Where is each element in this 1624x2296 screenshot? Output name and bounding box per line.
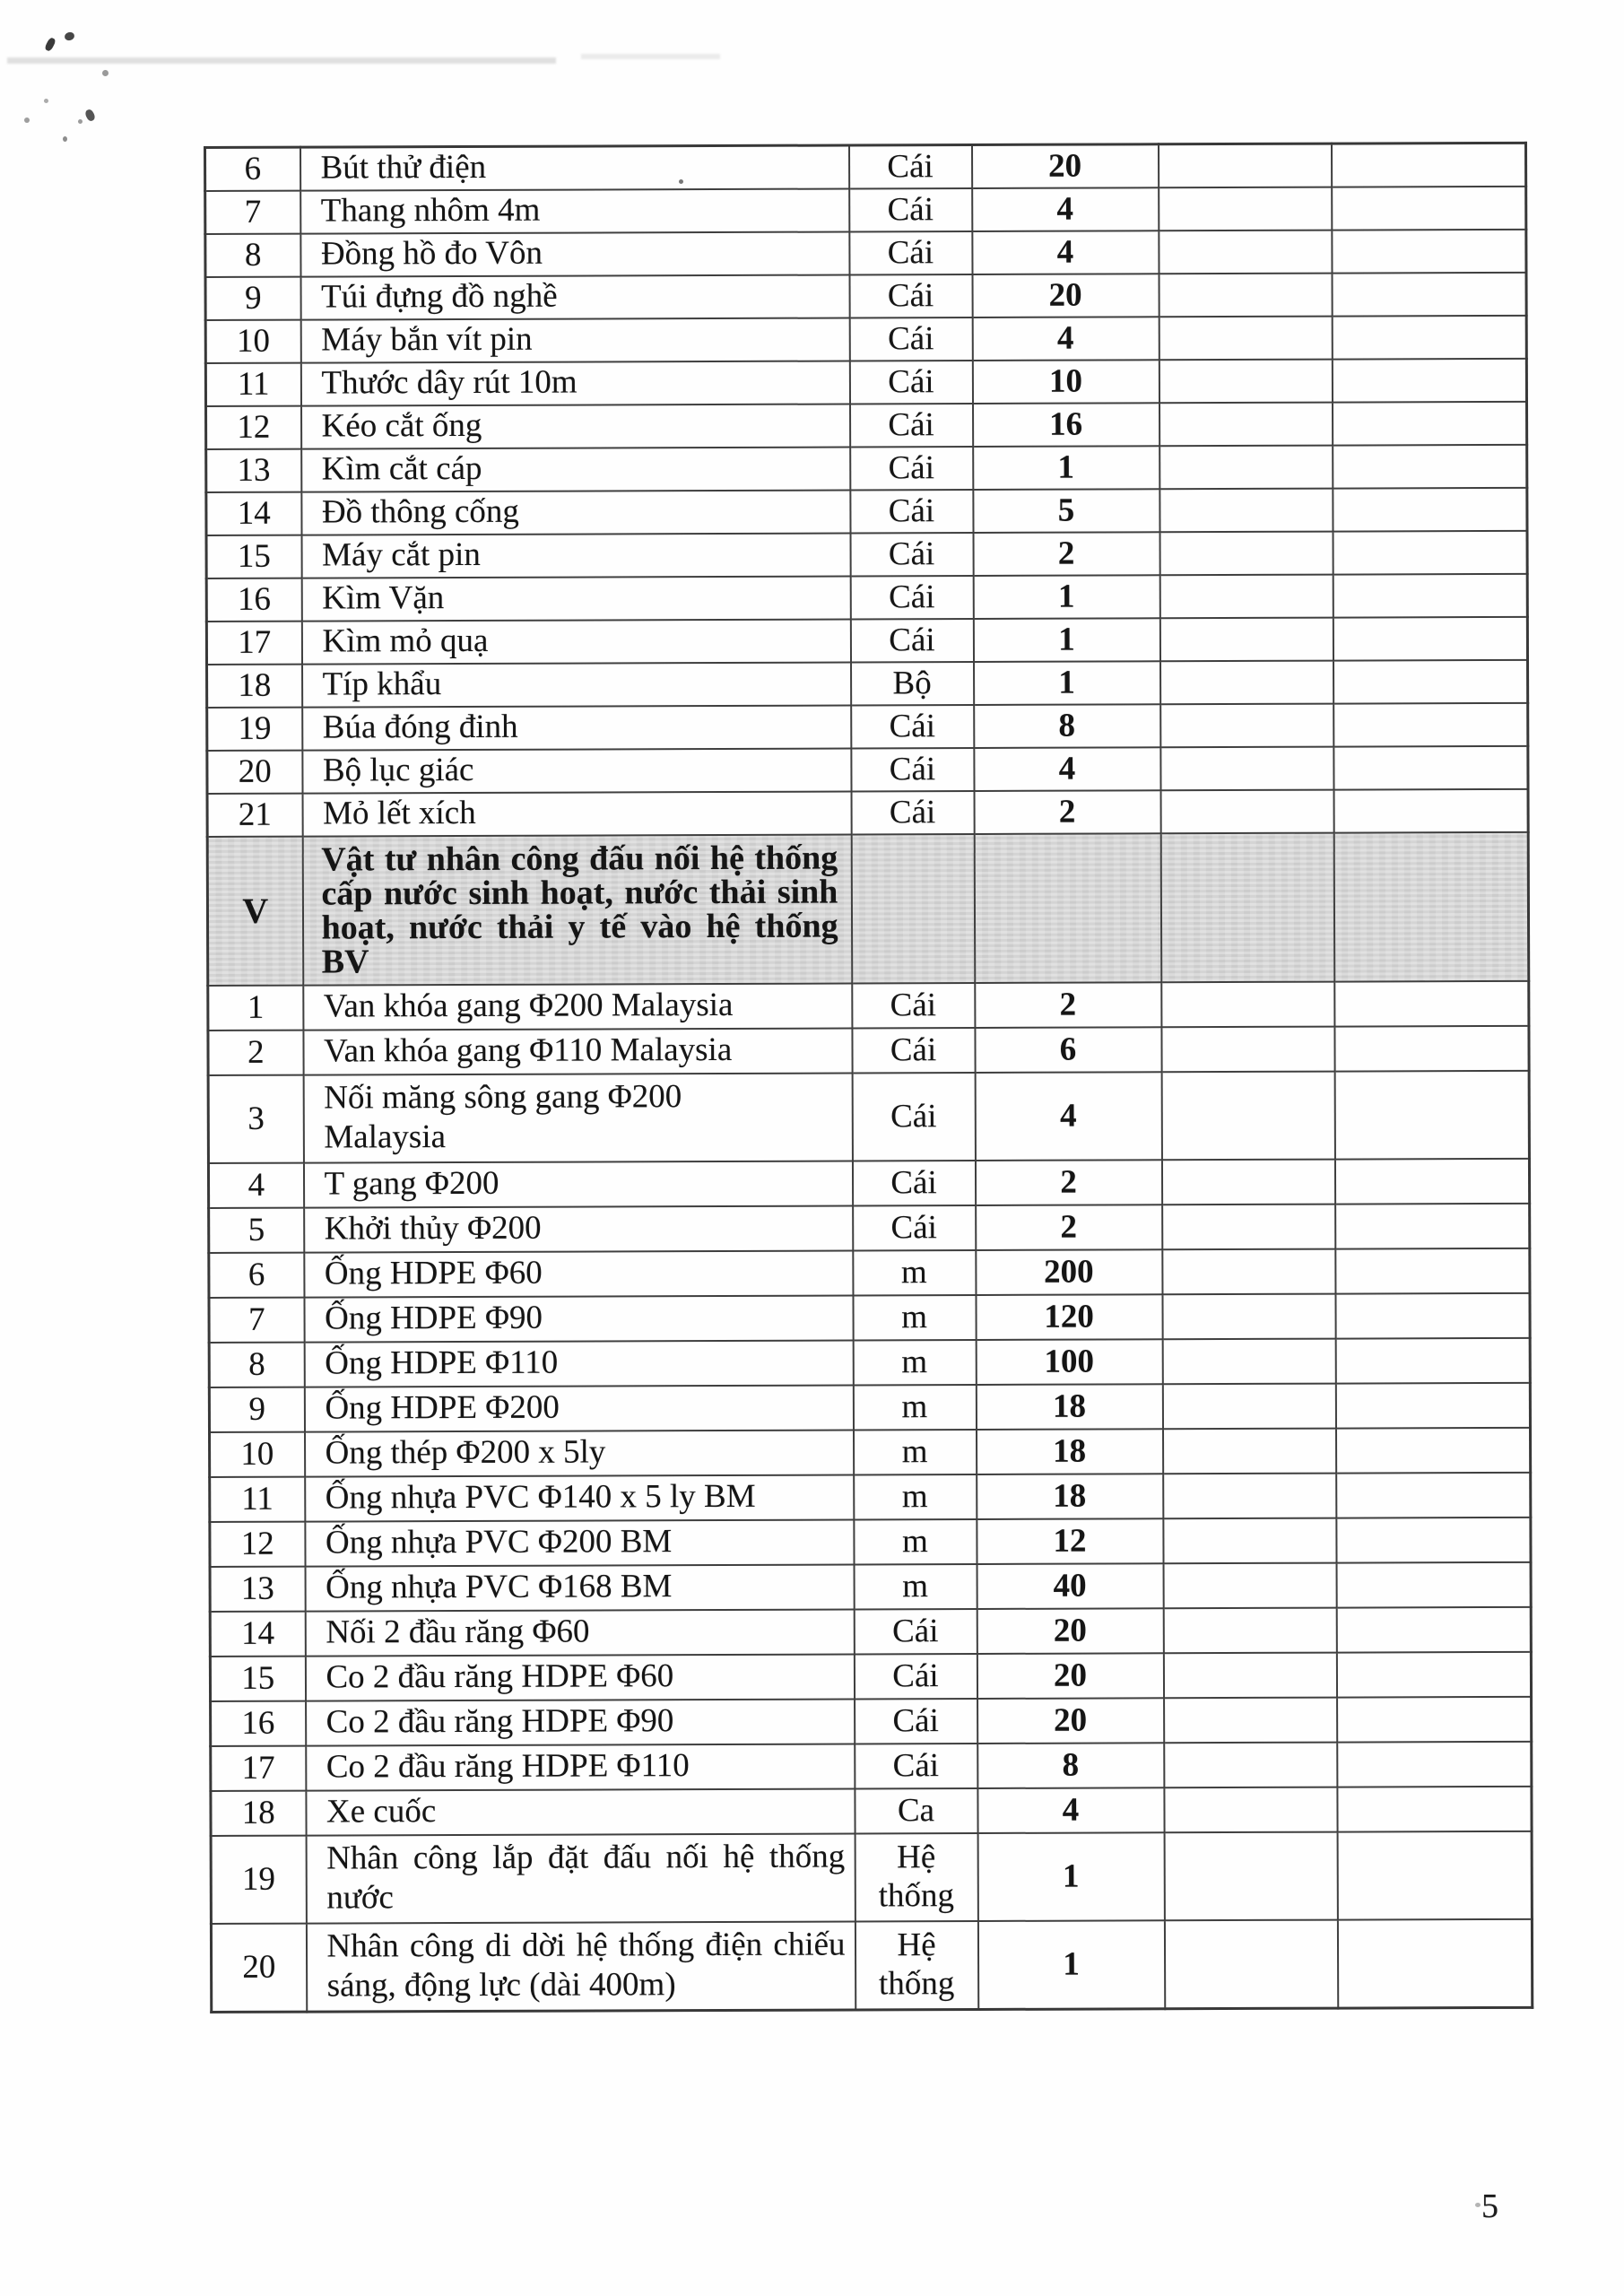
quantity-cell: 20	[977, 1698, 1164, 1744]
section-index-cell: V	[207, 837, 303, 986]
quantity-cell: 1	[973, 575, 1159, 619]
unit-cell: m	[853, 1295, 976, 1340]
item-name-cell: Ống nhựa PVC Φ168 BM	[305, 1564, 854, 1611]
table-row	[209, 1293, 1530, 1343]
empty-cell-2	[1333, 488, 1527, 532]
quantity-cell: 4	[974, 747, 1160, 791]
scan-speckle	[102, 70, 109, 76]
unit-cell: Cái	[849, 317, 972, 361]
unit-cell: m	[853, 1340, 976, 1385]
unit-cell: Cái	[851, 705, 974, 748]
table-row	[211, 1697, 1532, 1746]
quantity-cell: 18	[977, 1429, 1163, 1474]
item-name-cell: Nhân công lắp đặt đấu nối hệ thống nước	[306, 1833, 855, 1923]
quantity-cell: 20	[977, 1608, 1163, 1654]
quantity-cell: 4	[972, 317, 1159, 361]
table-row	[209, 1338, 1530, 1387]
unit-cell: Cái	[852, 1161, 975, 1205]
empty-cell-1	[1161, 1027, 1334, 1073]
table-row	[205, 187, 1526, 234]
row-index-cell: 15	[206, 535, 301, 578]
empty-cell-2	[1333, 531, 1527, 575]
quantity-cell: 2	[975, 982, 1161, 1028]
row-index-cell: 1	[208, 986, 303, 1031]
quantity-cell: 10	[972, 360, 1159, 404]
row-index-cell: 11	[210, 1477, 305, 1522]
table-row	[210, 1428, 1531, 1477]
row-index-cell: 10	[210, 1432, 305, 1477]
row-index-cell: 8	[209, 1343, 304, 1387]
item-name-cell: Thang nhôm 4m	[300, 188, 849, 233]
row-index-cell: 4	[208, 1163, 303, 1208]
item-name-cell: Túi đựng đồ nghề	[300, 274, 849, 319]
empty-cell-1	[1162, 1429, 1335, 1474]
scan-speckle	[84, 109, 97, 123]
table-row	[211, 1787, 1532, 1836]
empty-cell-1	[1159, 575, 1333, 619]
empty-cell-1	[1159, 446, 1333, 490]
empty-cell-2	[1336, 1652, 1531, 1698]
row-index-cell: 19	[207, 708, 302, 751]
row-index-cell: 12	[210, 1522, 305, 1567]
scan-speckle	[44, 37, 56, 52]
unit-cell: m	[853, 1250, 976, 1295]
section-header-row	[207, 832, 1529, 986]
row-index-cell: 13	[206, 449, 301, 492]
row-index-cell: 3	[208, 1075, 303, 1163]
item-name-cell: Nhân công di dời hệ thống điện chiếu sáng, động lực (dài 400m)	[306, 1921, 855, 2012]
table-row	[206, 531, 1527, 578]
table-row	[211, 1742, 1532, 1791]
table-row	[207, 789, 1528, 837]
unit-cell: Cái	[852, 1028, 975, 1073]
unit-cell: Cái	[850, 533, 973, 576]
empty-cell-2	[1335, 1338, 1530, 1384]
scan-streak	[581, 54, 720, 59]
empty-cell-1	[1159, 274, 1332, 317]
table-row	[211, 1919, 1532, 2013]
item-name-cell: Ống HDPE Φ90	[304, 1295, 853, 1342]
unit-cell: Cái	[853, 1205, 976, 1250]
unit-cell: Cái	[854, 1654, 977, 1699]
page-number: 5	[1481, 2187, 1498, 2225]
item-name-cell: Bút thử điện	[300, 145, 849, 191]
empty-cell-1	[1160, 661, 1333, 705]
item-name-cell: Kéo cắt ống	[301, 404, 850, 448]
empty-cell-2	[1332, 273, 1526, 317]
item-name-cell: Ống HDPE Φ110	[304, 1340, 853, 1387]
empty-cell-2	[1333, 746, 1528, 790]
empty-cell-1	[1164, 1787, 1337, 1833]
row-index-cell: 5	[209, 1208, 304, 1253]
table-row	[207, 746, 1528, 794]
item-name-cell: Co 2 đầu răng HDPE Φ90	[306, 1699, 855, 1745]
item-name-cell: Nối măng sông gang Φ200 Malaysia	[303, 1073, 852, 1162]
unit-cell: Cái	[850, 619, 973, 662]
quantity-cell: 20	[977, 1653, 1163, 1699]
scan-speckle	[63, 136, 67, 142]
empty-cell-1	[1159, 317, 1332, 361]
quantity-cell: 16	[973, 403, 1159, 447]
empty-cell-2	[1337, 1697, 1532, 1743]
scan-speckle	[24, 117, 30, 123]
table-row	[208, 981, 1529, 1031]
empty-cell-2	[1333, 445, 1527, 489]
row-index-cell: 13	[210, 1567, 305, 1612]
row-index-cell: 8	[205, 234, 300, 277]
unit-cell: Cái	[852, 983, 975, 1028]
unit-cell: Ca	[855, 1788, 977, 1833]
item-name-cell: Kìm Vặn	[301, 576, 850, 621]
row-index-cell: 12	[206, 406, 301, 449]
empty-cell-1	[1161, 1160, 1334, 1205]
row-index-cell: 9	[205, 277, 300, 320]
empty-cell-1	[1159, 403, 1333, 447]
table-row	[205, 143, 1526, 191]
empty-cell-2	[1337, 1787, 1532, 1832]
unit-cell: Cái	[855, 1744, 977, 1788]
quantity-cell: 1	[974, 661, 1160, 705]
row-index-cell: 15	[210, 1657, 305, 1701]
scan-speckle	[78, 119, 83, 124]
unit-cell: Cái	[849, 145, 972, 189]
quantity-cell: 2	[976, 1205, 1162, 1250]
empty-cell-1	[1164, 1698, 1337, 1744]
table-row	[210, 1562, 1531, 1612]
scan-speckle	[1475, 2203, 1481, 2207]
quantity-cell: 12	[977, 1518, 1163, 1564]
item-name-cell: Máy bắn vít pin	[300, 317, 849, 362]
empty-cell-2	[1336, 1607, 1531, 1653]
empty-cell-2	[1337, 1831, 1532, 1920]
item-name-cell: Kìm mỏ quạ	[301, 619, 850, 664]
empty-cell-2	[1337, 1742, 1532, 1787]
scan-streak	[7, 57, 556, 64]
empty-cell-1	[1160, 704, 1333, 748]
table-row	[205, 359, 1526, 406]
quantity-cell: 18	[976, 1384, 1162, 1430]
item-name-cell: Ống nhựa PVC Φ140 x 5 ly BM	[305, 1474, 854, 1521]
table-row	[207, 703, 1528, 751]
empty-cell-2	[1332, 316, 1526, 360]
empty-cell-1	[1162, 1249, 1335, 1295]
item-name-cell: T gang Φ200	[303, 1161, 852, 1207]
row-index-cell: 14	[210, 1612, 305, 1657]
empty-cell-1	[1160, 833, 1334, 983]
empty-cell-1	[1164, 1920, 1337, 2009]
row-index-cell: 7	[209, 1298, 304, 1343]
item-name-cell: Xe cuốc	[306, 1788, 855, 1835]
quantity-cell: 1	[977, 1920, 1164, 2009]
item-name-cell: Típ khẩu	[302, 662, 851, 707]
unit-cell: m	[854, 1430, 977, 1474]
row-index-cell: 11	[205, 363, 300, 406]
empty-cell-1	[1160, 790, 1333, 834]
quantity-cell: 8	[974, 704, 1160, 748]
table-row	[205, 273, 1526, 320]
empty-cell-2	[1335, 1428, 1530, 1474]
row-index-cell: 16	[211, 1701, 306, 1746]
unit-cell: Cái	[855, 1699, 977, 1744]
empty-cell-1	[1159, 618, 1333, 662]
quantity-cell: 6	[975, 1027, 1161, 1073]
quantity-cell: 100	[976, 1339, 1162, 1385]
row-index-cell: 20	[207, 751, 302, 794]
quantity-cell	[974, 833, 1161, 983]
empty-cell-2	[1334, 981, 1529, 1027]
empty-cell-1	[1159, 360, 1332, 404]
item-name-cell: Ống nhựa PVC Φ200 BM	[305, 1519, 854, 1566]
unit-cell: Cái	[851, 748, 974, 791]
unit-cell: Cái	[850, 490, 973, 533]
empty-cell-1	[1162, 1294, 1335, 1340]
quantity-cell: 2	[974, 790, 1160, 834]
table-row	[207, 660, 1528, 708]
item-name-cell: Khởi thủy Φ200	[304, 1205, 853, 1252]
unit-cell: Cái	[854, 1609, 977, 1654]
empty-cell-1	[1162, 1205, 1335, 1250]
empty-cell-1	[1163, 1563, 1336, 1609]
row-index-cell: 17	[211, 1746, 306, 1791]
quantity-cell: 4	[977, 1787, 1164, 1833]
item-name-cell: Co 2 đầu răng HDPE Φ60	[305, 1654, 854, 1700]
item-name-cell: Co 2 đầu răng HDPE Φ110	[306, 1744, 855, 1790]
row-index-cell: 21	[207, 794, 302, 837]
empty-cell-2	[1333, 402, 1527, 446]
unit-cell: Cái	[850, 404, 973, 447]
quantity-cell: 120	[976, 1294, 1162, 1340]
row-index-cell: 14	[206, 492, 301, 535]
unit-cell: Cái	[852, 1073, 975, 1161]
table-row	[208, 1026, 1529, 1075]
empty-cell-2	[1334, 1159, 1529, 1205]
table-row	[205, 316, 1526, 363]
empty-cell-2	[1333, 574, 1527, 618]
item-name-cell: Van khóa gang Φ110 Malaysia	[303, 1028, 852, 1074]
quantity-cell: 20	[972, 274, 1159, 317]
materials-table	[204, 142, 1533, 2013]
item-name-cell: Bộ lục giác	[302, 748, 851, 793]
unit-cell	[851, 834, 975, 983]
empty-cell-1	[1163, 1653, 1336, 1699]
item-name-cell: Ống thép Φ200 x 5ly	[305, 1430, 854, 1476]
quantity-cell: 8	[977, 1743, 1164, 1788]
quantity-cell: 18	[977, 1474, 1163, 1519]
empty-cell-2	[1332, 359, 1526, 403]
empty-cell-2	[1335, 1248, 1530, 1294]
row-index-cell: 18	[211, 1791, 306, 1836]
empty-cell-1	[1159, 489, 1333, 533]
materials-table-body	[205, 143, 1533, 2012]
empty-cell-1	[1159, 230, 1332, 274]
row-index-cell: 20	[211, 1924, 306, 2013]
quantity-cell: 1	[973, 446, 1159, 490]
row-index-cell: 18	[207, 665, 302, 708]
row-index-cell: 17	[206, 622, 301, 665]
empty-cell-2	[1336, 1562, 1531, 1608]
row-index-cell: 6	[209, 1253, 304, 1298]
empty-cell-2	[1335, 1293, 1530, 1339]
unit-cell: Bộ	[851, 662, 974, 705]
empty-cell-1	[1161, 1072, 1334, 1161]
empty-cell-1	[1162, 1339, 1335, 1385]
empty-cell-2	[1336, 1473, 1531, 1518]
table-row	[209, 1383, 1530, 1432]
quantity-cell: 2	[975, 1160, 1161, 1205]
section-title-cell: Vật tư nhân công đấu nối hệ thống cấp nước sinh hoạt, nước thải sinh hoạt, nước thải y tế vào hệ thống BV	[302, 834, 852, 985]
table-row	[210, 1518, 1531, 1567]
unit-cell: Hệ thống	[855, 1921, 977, 2010]
empty-cell-1	[1164, 1832, 1337, 1921]
item-name-cell: Van khóa gang Φ200 Malaysia	[303, 983, 852, 1030]
row-index-cell: 6	[205, 147, 300, 191]
table-row	[211, 1831, 1532, 1924]
empty-cell-2	[1333, 660, 1528, 704]
quantity-cell: 20	[972, 144, 1159, 188]
empty-cell-1	[1159, 532, 1333, 576]
table-row	[206, 488, 1527, 535]
unit-cell: Cái	[849, 188, 972, 231]
unit-cell: Hệ thống	[855, 1833, 977, 1921]
table-row	[206, 402, 1527, 449]
empty-cell-1	[1163, 1608, 1336, 1654]
unit-cell: Cái	[850, 576, 973, 619]
row-index-cell: 16	[206, 578, 301, 622]
row-index-cell: 19	[211, 1836, 306, 1924]
table-row	[208, 1071, 1529, 1163]
quantity-cell: 4	[975, 1072, 1161, 1161]
unit-cell: Cái	[849, 361, 972, 404]
empty-cell-2	[1336, 1518, 1531, 1563]
row-index-cell: 10	[205, 320, 300, 363]
unit-cell: Cái	[849, 274, 972, 317]
unit-cell: Cái	[850, 447, 973, 490]
table-row	[208, 1159, 1529, 1208]
unit-cell: m	[853, 1385, 976, 1430]
table-row	[209, 1248, 1530, 1298]
empty-cell-2	[1334, 1071, 1529, 1160]
table-row	[205, 230, 1526, 277]
item-name-cell: Nối 2 đầu răng Φ60	[305, 1609, 854, 1656]
table-row	[210, 1652, 1531, 1701]
item-name-cell: Kìm cắt cáp	[301, 447, 850, 491]
quantity-cell: 1	[973, 618, 1159, 662]
empty-cell-2	[1335, 1383, 1530, 1429]
empty-cell-1	[1163, 1518, 1336, 1564]
unit-cell: m	[854, 1474, 977, 1519]
table-row	[210, 1473, 1531, 1522]
item-name-cell: Đồ thông cống	[301, 490, 850, 535]
table-row	[210, 1607, 1531, 1657]
empty-cell-2	[1331, 143, 1525, 187]
empty-cell-1	[1164, 1743, 1337, 1788]
empty-cell-2	[1334, 1026, 1529, 1072]
empty-cell-1	[1159, 187, 1332, 231]
item-name-cell: Mỏ lết xích	[302, 791, 851, 836]
quantity-cell: 1	[977, 1832, 1164, 1921]
empty-cell-1	[1161, 982, 1334, 1028]
quantity-cell: 2	[973, 532, 1159, 576]
empty-cell-2	[1333, 789, 1528, 833]
item-name-cell: Ống HDPE Φ60	[304, 1250, 853, 1297]
quantity-cell: 4	[972, 187, 1159, 231]
quantity-cell: 5	[973, 489, 1159, 533]
empty-cell-2	[1335, 1204, 1530, 1249]
quantity-cell: 40	[977, 1563, 1163, 1609]
row-index-cell: 9	[209, 1387, 304, 1432]
item-name-cell: Máy cắt pin	[301, 533, 850, 578]
empty-cell-1	[1162, 1384, 1335, 1430]
unit-cell: Cái	[849, 231, 972, 274]
empty-cell-1	[1163, 1474, 1336, 1519]
unit-cell: Cái	[851, 791, 974, 834]
quantity-cell: 4	[972, 230, 1159, 274]
empty-cell-2	[1337, 1919, 1532, 2008]
item-name-cell: Đồng hồ đo Vôn	[300, 231, 849, 276]
item-name-cell: Ống HDPE Φ200	[304, 1385, 853, 1431]
scan-speckle	[64, 31, 75, 42]
table-row	[206, 445, 1527, 492]
row-index-cell: 7	[205, 191, 300, 234]
row-index-cell: 2	[208, 1031, 303, 1075]
empty-cell-1	[1160, 747, 1333, 791]
table-row	[209, 1204, 1530, 1253]
quantity-cell: 200	[976, 1249, 1162, 1295]
empty-cell-2	[1332, 230, 1526, 274]
item-name-cell: Búa đóng đinh	[302, 705, 851, 750]
table-row	[206, 617, 1527, 665]
empty-cell-2	[1333, 832, 1529, 982]
empty-cell-2	[1333, 703, 1528, 747]
unit-cell: m	[854, 1564, 977, 1609]
empty-cell-1	[1158, 144, 1331, 187]
scan-speckle	[44, 99, 48, 103]
empty-cell-2	[1332, 187, 1526, 230]
table-row	[206, 574, 1527, 622]
unit-cell: m	[854, 1519, 977, 1564]
item-name-cell: Thước dây rút 10m	[300, 361, 849, 405]
empty-cell-2	[1333, 617, 1527, 661]
